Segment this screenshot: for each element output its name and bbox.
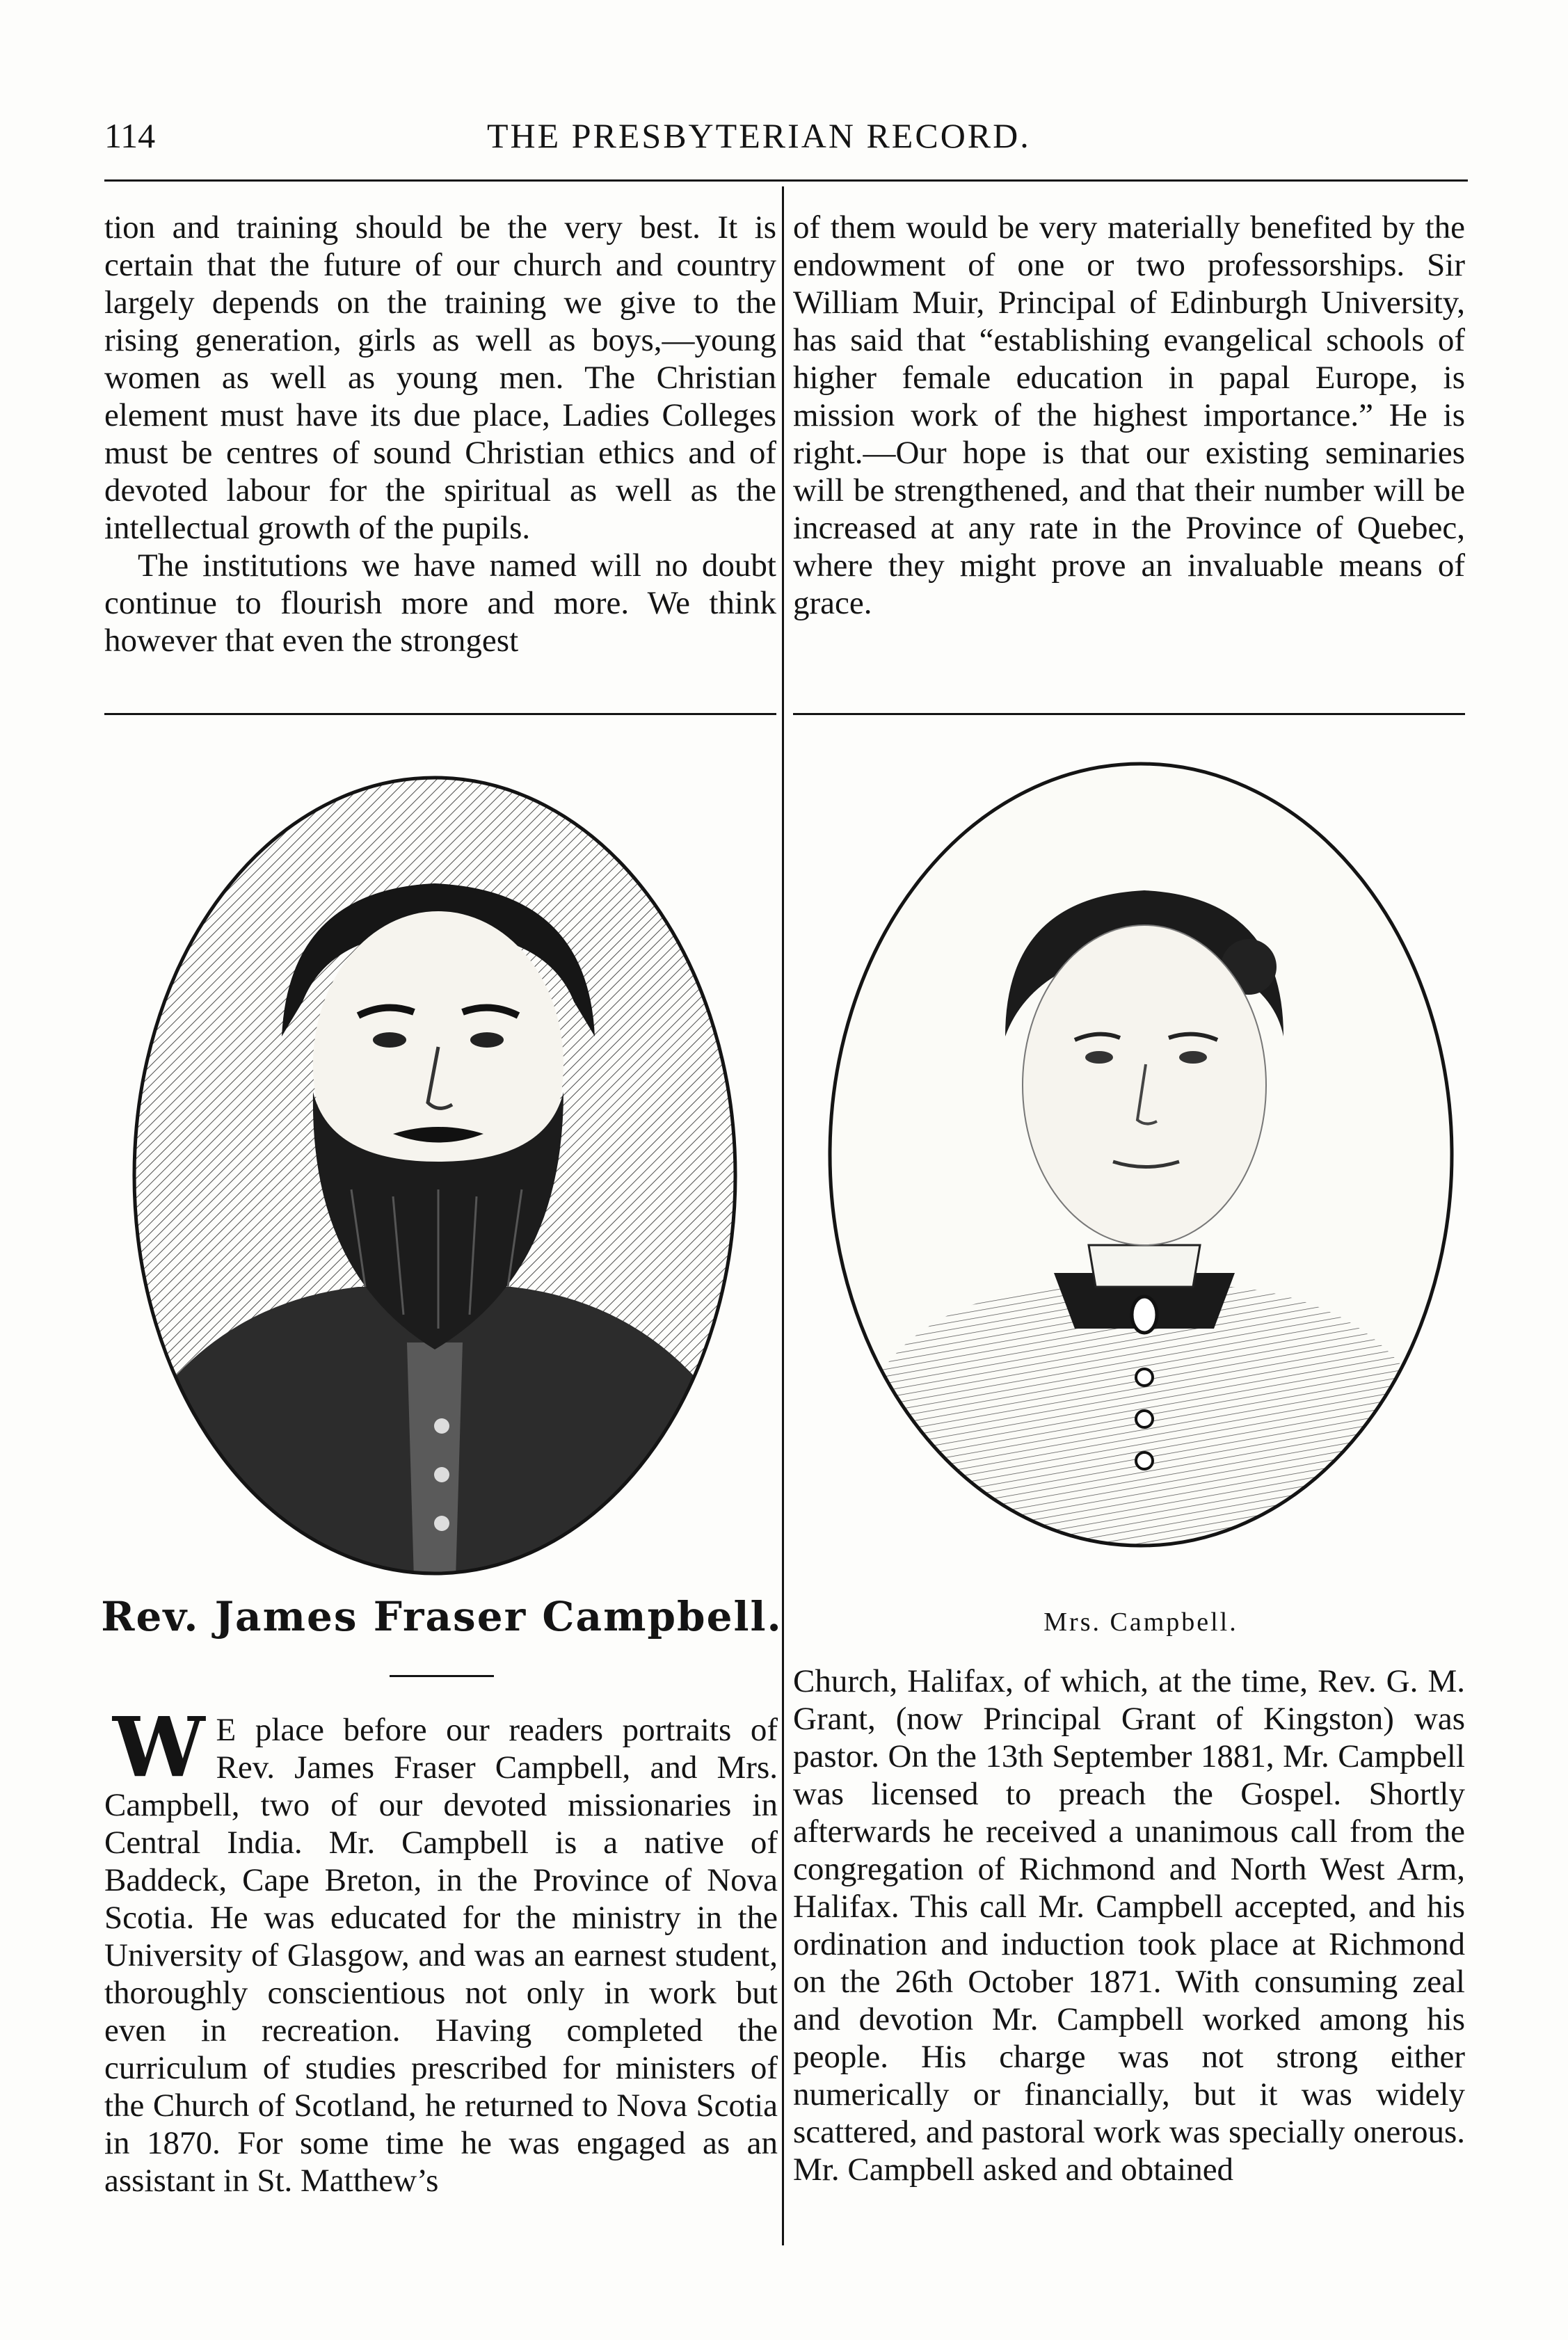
journal-title: THE PRESBYTERIAN RECORD.: [487, 116, 1031, 155]
paragraph: The institutions we have named will no doubt continue to flourish more and more. We think however that even the strongest: [104, 547, 776, 659]
top-left-column: [104, 209, 776, 659]
article-text: E place before our readers portraits of Rev. James Fraser Campbell, and Mrs. Campbell, two of our devoted missionaries in Central India. Mr. Campbell is a native of Baddeck, Cape Breton, in the Province of Nova Scotia. He was educated for the ministry in the University of Glasgow, and was an earnest student, thoroughly conscientious not only in work but even in recreation. Having completed the curriculum of studies prescribed for ministers of the Church of Scotland, he returned to Nova Scotia in 1870. For some time he was engaged as an assistant in St. Matthew’s: [104, 1712, 778, 2199]
section-rule-right: [793, 713, 1465, 715]
article-right-column: [793, 1662, 1465, 2188]
top-right-column: [793, 209, 1465, 622]
page-number: 114: [104, 116, 156, 155]
article-text: Church, Halifax, of which, at the time, Rev. G. M. Grant, (now Principal Grant of Kingston) was pastor. On the 13th September 1881, Mr. Campbell was licensed to preach the Gospel. Shortly afterwards he received a unanimous call from the congregation of Richmond and North West Arm, Halifax. This call Mr. Campbell accepted, and his ordination and induction took place at Richmond on the 26th October 1871. With consuming zeal and devotion Mr. Campbell worked among his people. His charge was not strong either numerically or financially, but it was widely scattered, and pastoral work was specially onerous. Mr. Campbell asked and obtained: [793, 1663, 1465, 2188]
paragraph: of them would be very materially benefited by the endowment of one or two professorships. Sir William Muir, Principal of Edinburgh University, has said that “establishing evangelical schools of higher female education in papal Europe, is mission work of the highest importance.” He is right.—Our hope is that our existing seminaries will be strengthened, and that their number will be increased at any rate in the Province of Quebec, where they might prove an invaluable means of grace.: [793, 209, 1465, 621]
column-divider: [782, 186, 784, 2245]
caption-rule: [390, 1675, 494, 1677]
caption-mrs-campbell: Mrs. Campbell.: [1043, 1608, 1238, 1637]
section-rule-left: [104, 713, 776, 715]
drop-cap: W: [113, 1699, 205, 1795]
article-left-column: [104, 1699, 778, 2199]
portrait-rev-campbell: [129, 772, 741, 1579]
paragraph: tion and training should be the very best. It is certain that the future of our church and country largely depends on the training we give to the rising generation, girls as well as boys,—young women as well as young men. The Christian element must have its due place, Ladies Colleges must be centres of sound Christian ethics and of devoted labour for the spiritual as well as the intellectual growth of the pupils.: [104, 209, 776, 546]
header-rule: [104, 179, 1468, 182]
portrait-mrs-campbell: [824, 758, 1457, 1551]
caption-rev-campbell: Rev. James Fraser Campbell.: [101, 1593, 783, 1640]
